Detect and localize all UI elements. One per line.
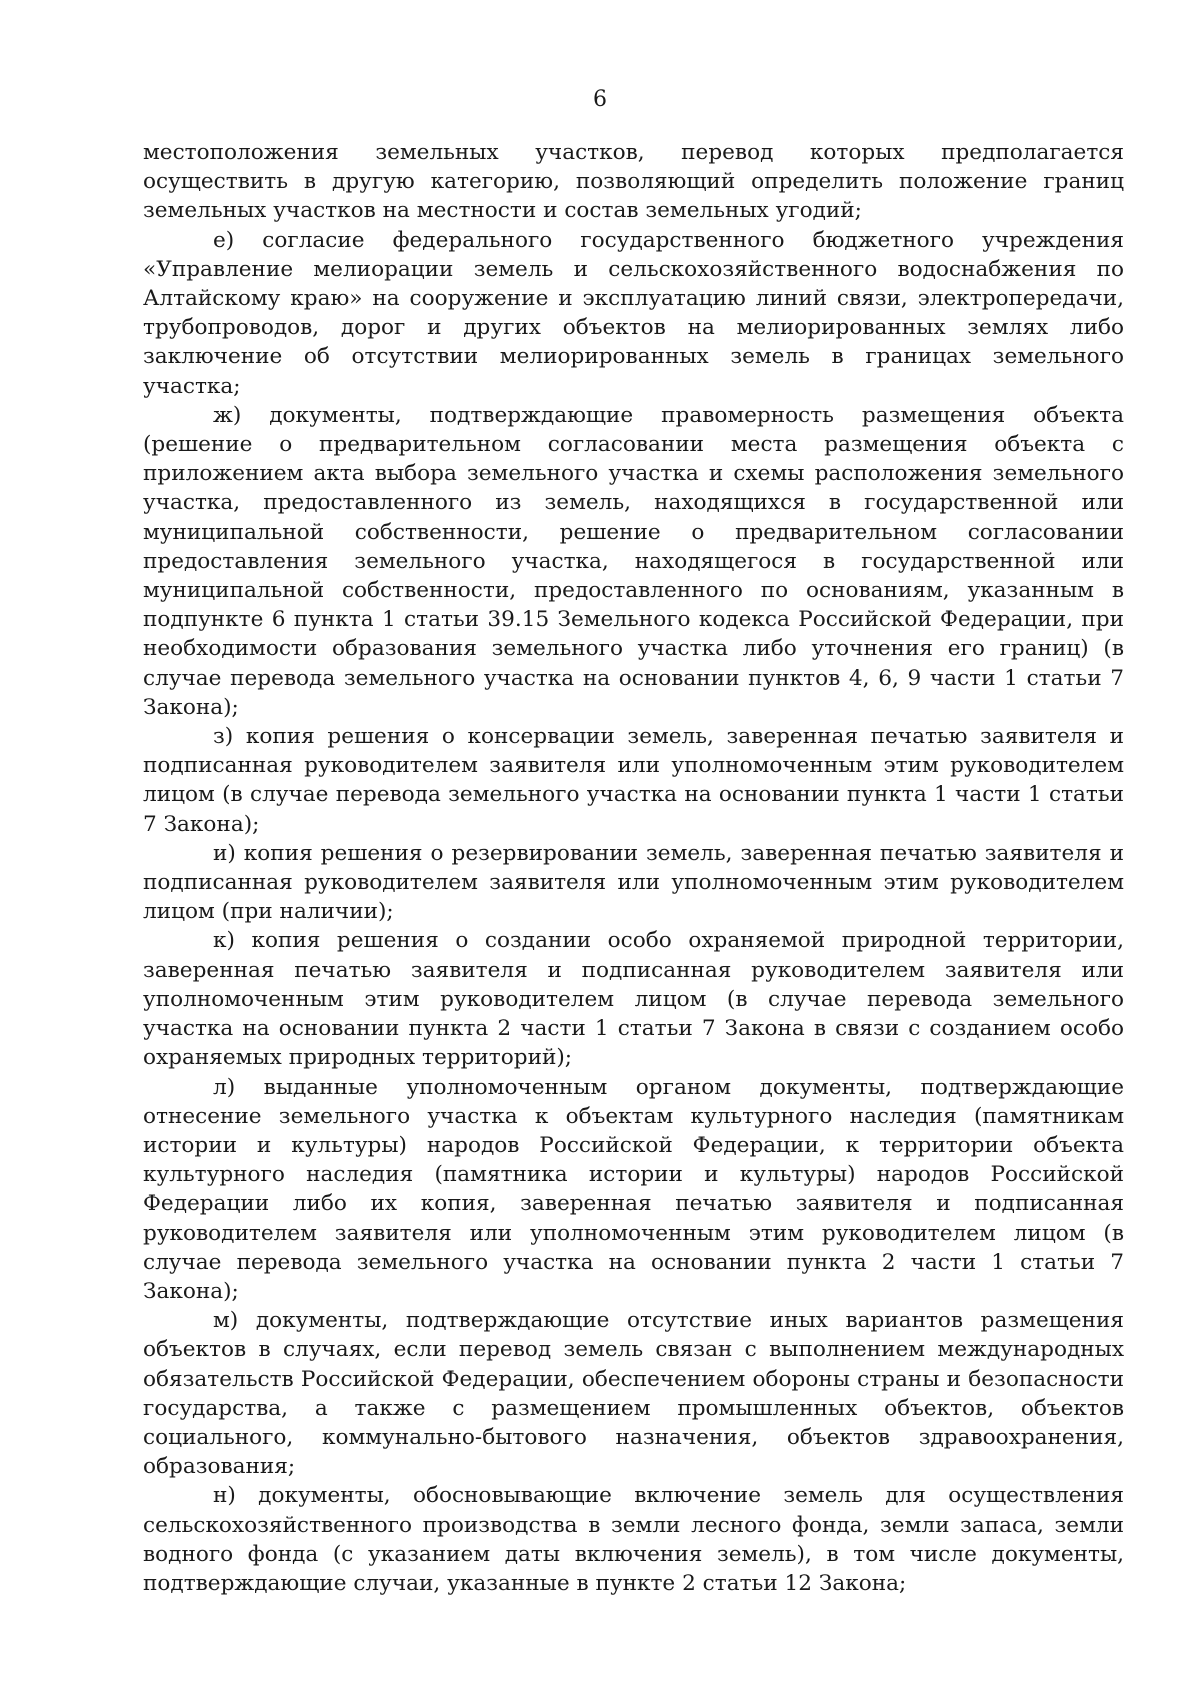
paragraph-continuation: местоположения земельных участков, перевод которых предполагается осуществить в другую категорию, позволяющий определить положение границ земельных участков на местности и состав земельных угодий;: [143, 140, 1124, 224]
paragraph-item-n: н) документы, обосновывающие включение земель для осуществления сельскохозяйственного производства в земли лесного фонда, земли запаса, земли водного фонда (с указанием даты включения земель), в том числе документы, подтверждающие случаи, указанные в пункте 2 статьи 12 Закона;: [143, 1483, 1124, 1596]
paragraph-item-zh: ж) документы, подтверждающие правомерность размещения объекта (решение о предварительном согласовании места размещения объекта с приложением акта выбора земельного участка и схемы расположения земельного участка, предоставленного из земель, находящихся в государственной или муниципальной собственности, решение о предварительном согласовании предоставления земельного участка, находящегося в государственной или муниципальной собственности, предоставленного по основаниям, указанным в подпункте 6 пункта 1 статьи 39.15 Земельного кодекса Российской Федерации, при необходимости образования земельного участка либо уточнения его границ) (в случае перевода земельного участка на основании пунктов 4, 6, 9 части 1 статьи 7 Закона);: [143, 402, 1124, 720]
page-number: 6: [593, 87, 607, 112]
paragraph-item-l: л) выданные уполномоченным органом документы, подтверждающие отнесение земельного участка к объектам культурного наследия (памятникам истории и культуры) народов Российской Федерации, к территории объекта культурного наследия (памятника истории и культуры) народов Российской Федерации либо их копия, заверенная печатью заявителя и подписанная руководителем заявителя или уполномоченным этим руководителем лицом (в случае перевода земельного участка на основании пункта 2 части 1 статьи 7 Закона);: [143, 1074, 1124, 1304]
paragraph-item-m: м) документы, подтверждающие отсутствие иных вариантов размещения объектов в случаях, если перевод земель связан с выполнением международных обязательств Российской Федерации, обеспечением обороны страны и безопасности государства, а также с размещением промышленных объектов, объектов социального, коммунально-бытового назначения, объектов здравоохранения, образования;: [143, 1308, 1124, 1480]
paragraph-item-z: з) копия решения о консервации земель, заверенная печатью заявителя и подписанная руководителем заявителя или уполномоченным этим руководителем лицом (в случае перевода земельного участка на основании пункта 1 части 1 статьи 7 Закона);: [143, 724, 1124, 837]
paragraph-item-k: к) копия решения о создании особо охраняемой природной территории, заверенная печатью заявителя и подписанная руководителем заявителя или уполномоченным этим руководителем лицом (в случае перевода земельного участка на основании пункта 2 части 1 статьи 7 Закона в связи с созданием особо охраняемых природных территорий);: [143, 928, 1124, 1071]
document-body: [143, 138, 1124, 1598]
paragraph-item-i: и) копия решения о резервировании земель, заверенная печатью заявителя и подписанная руководителем заявителя или уполномоченным этим руководителем лицом (при наличии);: [143, 840, 1124, 925]
paragraph-item-e: е) согласие федерального государственного бюджетного учреждения «Управление мелиорации земель и сельскохозяйственного водоснабжения по Алтайскому краю» на сооружение и эксплуатацию линий связи, электропередачи, трубопроводов, дорог и других объектов на мелиорированных землях либо заключение об отсутствии мелиорированных земель в границах земельного участка;: [143, 227, 1124, 399]
